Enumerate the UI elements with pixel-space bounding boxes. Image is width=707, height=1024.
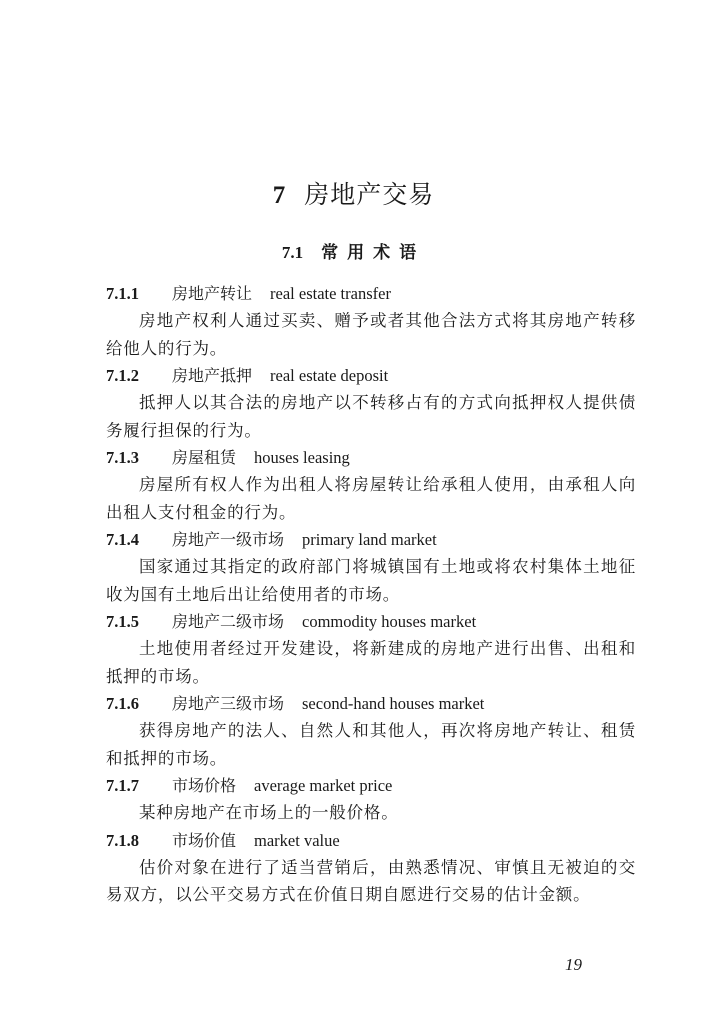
term-english: primary land market (302, 530, 437, 549)
term-chinese: 房地产三级市场 (172, 694, 285, 713)
term-definition: 国家通过其指定的政府部门将城镇国有土地或将农村集体土地征收为国有土地后出让给使用者的市场。 (106, 557, 636, 604)
section-number: 7.1 (281, 243, 304, 262)
section-title-text: 常用术语 (321, 243, 426, 263)
term-heading (106, 827, 636, 854)
term-heading (106, 280, 636, 307)
term-chinese: 房地产抵押 (172, 366, 253, 385)
term-number: 7.1.3 (106, 448, 139, 467)
term-english: average market price (254, 776, 393, 795)
term-number: 7.1.4 (106, 530, 139, 549)
term-definition: 房地产权利人通过买卖、赠予或者其他合法方式将其房地产转移给他人的行为。 (106, 311, 636, 358)
chapter-title-text: 房地产交易 (304, 180, 435, 209)
term-number: 7.1.2 (106, 366, 139, 385)
terms-list (106, 280, 636, 909)
term-heading (106, 444, 636, 471)
chapter-title (0, 175, 707, 211)
term-english: real estate deposit (270, 366, 389, 385)
term-heading (106, 772, 636, 799)
term-number: 7.1.1 (106, 284, 139, 303)
term-chinese: 房地产转让 (172, 284, 253, 303)
term-heading (106, 526, 636, 553)
term-definition: 某种房地产在市场上的一般价格。 (139, 803, 399, 822)
term-chinese: 房屋租赁 (172, 448, 237, 467)
term-chinese: 市场价格 (172, 776, 237, 795)
term-chinese: 房地产一级市场 (172, 530, 285, 549)
term-heading (106, 362, 636, 389)
term-heading (106, 690, 636, 717)
term-chinese: 市场价值 (172, 830, 237, 850)
page-number: 19 (565, 955, 582, 974)
term-english: real estate transfer (270, 284, 391, 303)
term-english: market value (254, 830, 340, 850)
term-definition: 抵押人以其合法的房地产以不转移占有的方式向抵押权人提供债务履行担保的行为。 (106, 393, 636, 440)
term-definition: 土地使用者经过开发建设，将新建成的房地产进行出售、出租和抵押的市场。 (106, 639, 636, 686)
term-english: commodity houses market (302, 612, 477, 631)
section-title (0, 238, 707, 263)
term-definition: 估价对象在进行了适当营销后，由熟悉情况、审慎且无被迫的交易双方，以公平交易方式在价值日期自愿进行交易的估计金额。 (106, 857, 636, 904)
term-definition: 房屋所有权人作为出租人将房屋转让给承租人使用，由承租人向出租人支付租金的行为。 (106, 475, 636, 522)
term-number: 7.1.8 (106, 830, 139, 850)
term-english: second-hand houses market (302, 694, 485, 713)
term-chinese: 房地产二级市场 (172, 612, 285, 631)
term-number: 7.1.5 (106, 612, 139, 631)
term-number: 7.1.7 (106, 776, 139, 795)
chapter-number: 7 (272, 182, 287, 209)
term-english: houses leasing (254, 448, 350, 467)
term-number: 7.1.6 (106, 694, 139, 713)
term-heading (106, 608, 636, 635)
term-definition: 获得房地产的法人、自然人和其他人，再次将房地产转让、租赁和抵押的市场。 (106, 721, 636, 768)
